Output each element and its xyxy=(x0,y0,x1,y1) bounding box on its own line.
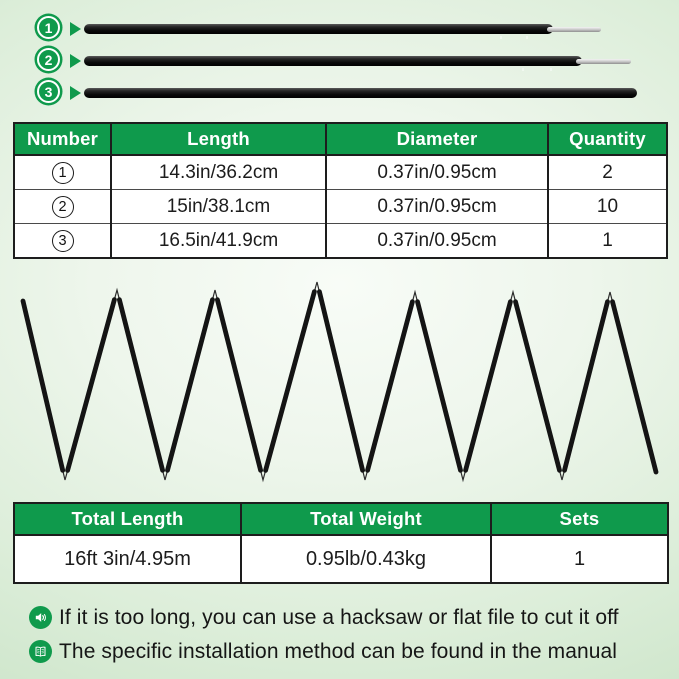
pole-image-1 xyxy=(84,24,553,34)
pole-joint-mark xyxy=(526,36,528,39)
col-header-total-length: Total Length xyxy=(14,503,241,535)
pointer-triangle-icon xyxy=(70,22,81,36)
cell-number xyxy=(14,190,111,224)
col-header-number: Number xyxy=(14,123,111,155)
note-text: If it is too long, you can use a hacksaw or flat file to cut it off xyxy=(59,605,619,629)
col-header-total-weight: Total Weight xyxy=(241,503,491,535)
folded-pole-svg xyxy=(0,274,679,489)
cell-sets: 1 xyxy=(491,535,668,583)
pole-joint-mark xyxy=(550,68,552,71)
number-badge-1 xyxy=(37,16,60,39)
number-badge-2 xyxy=(37,48,60,71)
pole-joint-mark xyxy=(500,36,502,39)
badge-label: 2 xyxy=(44,51,53,68)
pole-row-3 xyxy=(0,78,679,108)
table-row xyxy=(14,155,667,190)
cell-length: 16.5in/41.9cm xyxy=(111,224,326,259)
speaker-icon xyxy=(29,606,52,629)
cell-diameter: 0.37in/0.95cm xyxy=(326,155,548,190)
totals-table-header-row xyxy=(14,503,668,535)
pole-image-2 xyxy=(84,56,582,66)
note-text: The specific installation method can be found in the manual xyxy=(59,639,618,663)
pointer-triangle-icon xyxy=(70,54,81,68)
note-cutting xyxy=(29,606,619,629)
pole-image-3 xyxy=(84,88,637,98)
number-badge-3 xyxy=(37,80,60,103)
pole-joint-mark xyxy=(522,68,524,71)
table-row xyxy=(14,224,667,259)
pole-row-1 xyxy=(0,14,679,44)
cell-number xyxy=(14,155,111,190)
open-book-icon xyxy=(29,640,52,663)
pole-metal-tip xyxy=(547,27,601,32)
spec-table-header-row xyxy=(14,123,667,155)
cell-total-length: 16ft 3in/4.95m xyxy=(14,535,241,583)
folded-pole-illustration xyxy=(0,274,679,489)
pointer-triangle-icon xyxy=(70,86,81,100)
cell-number xyxy=(14,224,111,259)
note-manual xyxy=(29,640,617,663)
table-row xyxy=(14,535,668,583)
spec-table xyxy=(13,122,668,259)
badge-label: 1 xyxy=(44,19,53,36)
cell-length: 14.3in/36.2cm xyxy=(111,155,326,190)
pole-row-2 xyxy=(0,46,679,76)
table-row xyxy=(14,190,667,224)
cell-quantity: 1 xyxy=(548,224,667,259)
cell-quantity: 10 xyxy=(548,190,667,224)
col-header-length: Length xyxy=(111,123,326,155)
pole-metal-tip xyxy=(576,59,631,64)
cell-total-weight: 0.95lb/0.43kg xyxy=(241,535,491,583)
circled-number: 2 xyxy=(52,196,74,218)
cell-diameter: 0.37in/0.95cm xyxy=(326,190,548,224)
col-header-quantity: Quantity xyxy=(548,123,667,155)
cell-quantity: 2 xyxy=(548,155,667,190)
col-header-sets: Sets xyxy=(491,503,668,535)
col-header-diameter: Diameter xyxy=(326,123,548,155)
cell-length: 15in/38.1cm xyxy=(111,190,326,224)
circled-number: 3 xyxy=(52,230,74,252)
cell-diameter: 0.37in/0.95cm xyxy=(326,224,548,259)
circled-number: 1 xyxy=(52,162,74,184)
totals-table xyxy=(13,502,669,584)
badge-label: 3 xyxy=(44,83,53,100)
